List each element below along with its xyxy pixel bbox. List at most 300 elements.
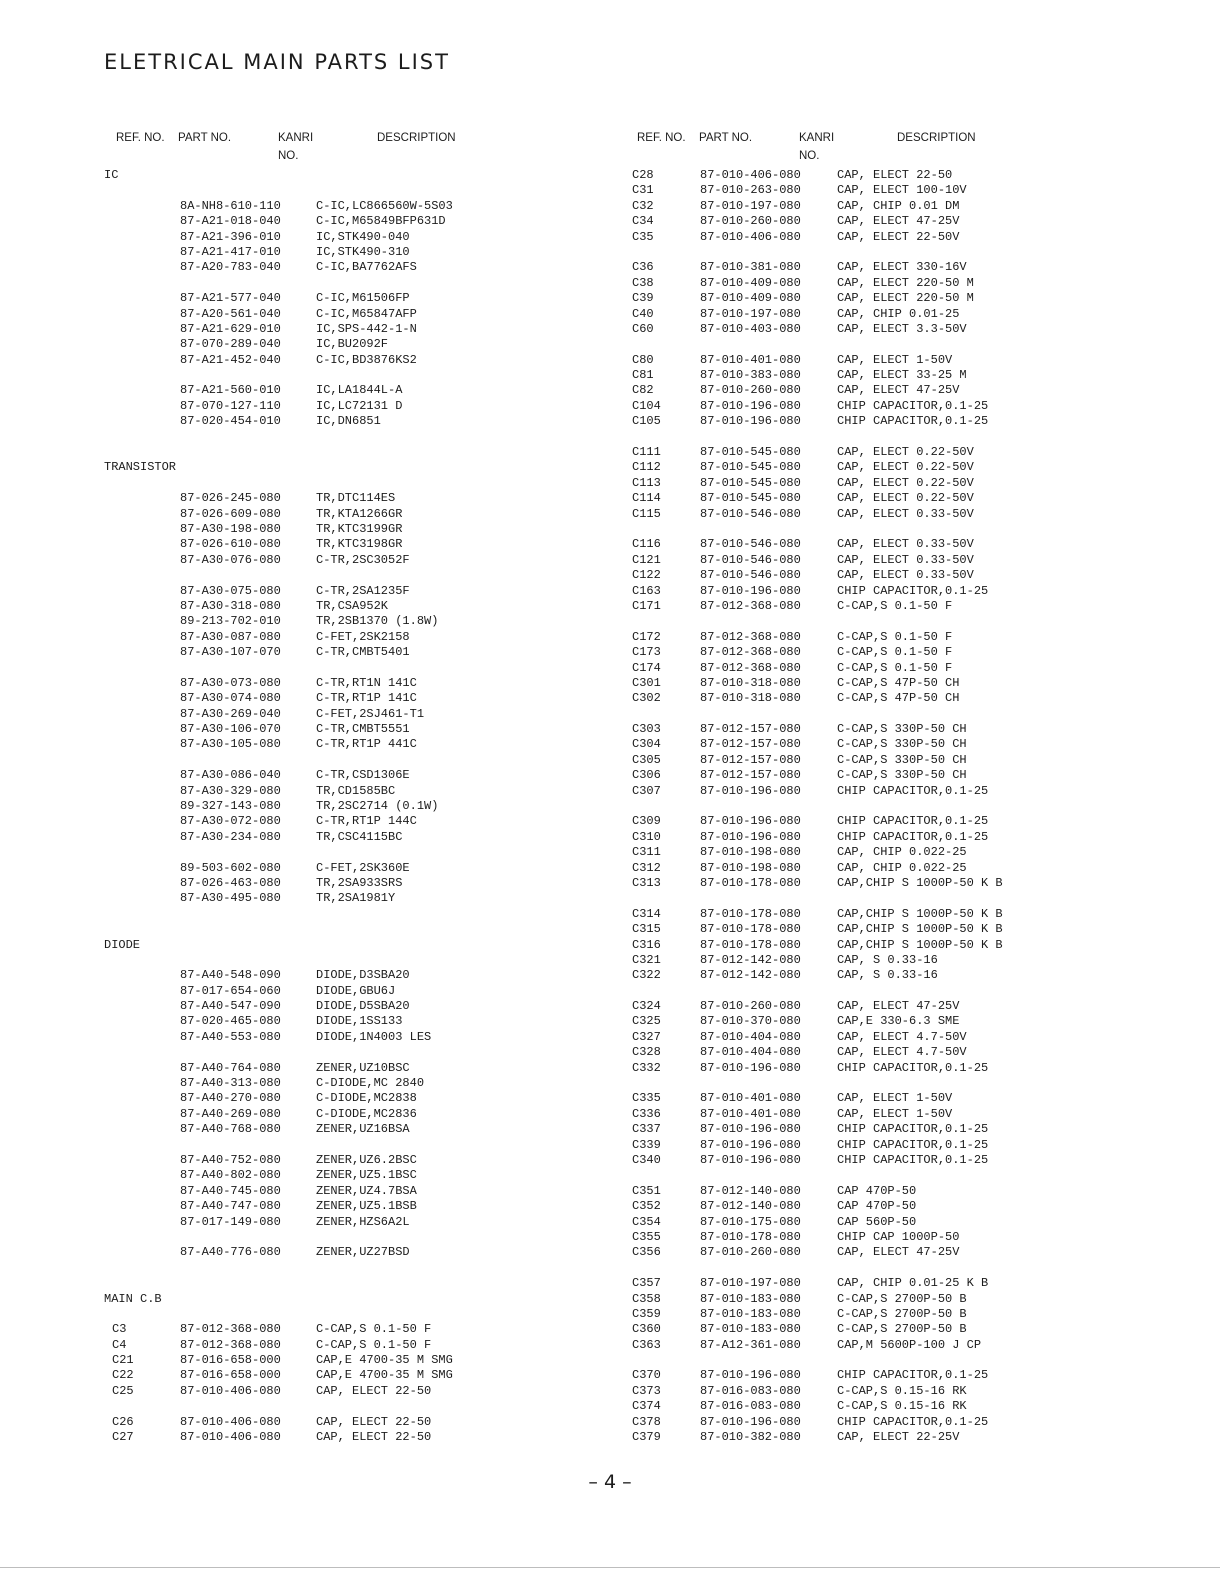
description-cell: CAP, ELECT 4.7-50V xyxy=(837,1029,967,1044)
blank-row xyxy=(632,430,1152,445)
ref-cell: C373 xyxy=(632,1383,661,1398)
part-row xyxy=(632,1338,1152,1353)
blank-row xyxy=(104,1261,624,1276)
ref-cell: C340 xyxy=(632,1153,661,1167)
part-number-cell: 87-A20-561-040 xyxy=(180,306,281,321)
part-number-cell: 87-A30-318-080 xyxy=(180,598,281,613)
description-cell: IC,STK490-310 xyxy=(316,244,410,259)
description-cell: CAP, ELECT 0.22-50V xyxy=(837,475,974,490)
description-cell: C-TR,2SC3052F xyxy=(316,552,410,567)
part-number-cell: 87-010-545-080 xyxy=(700,460,801,475)
part-row xyxy=(104,584,624,599)
part-row xyxy=(632,1307,1152,1322)
description-cell: CAP,E 4700-35 M SMG xyxy=(316,1353,453,1368)
ref-cell: C171 xyxy=(632,598,661,613)
description-cell: C-CAP,S 0.1-50 F xyxy=(316,1337,432,1352)
ref-no-header: REF. NO. xyxy=(116,132,165,144)
description-cell: CAP, CHIP 0.01 DM xyxy=(837,198,960,213)
part-row xyxy=(632,630,1152,645)
description-cell: CAP, ELECT 330-16V xyxy=(837,260,967,275)
part-number-cell: 87-010-183-080 xyxy=(700,1291,801,1306)
part-row xyxy=(632,260,1152,275)
part-row xyxy=(632,1061,1152,1076)
part-number-cell: 87-016-083-080 xyxy=(700,1383,801,1398)
ref-cell: C335 xyxy=(632,1091,661,1106)
part-row xyxy=(104,230,624,245)
description-cell: C-TR,2SA1235F xyxy=(316,583,410,598)
part-number-cell: 87-010-178-080 xyxy=(700,937,801,952)
description-cell: CAP, ELECT 0.22-50V xyxy=(837,491,974,506)
ref-cell: C60 xyxy=(632,321,654,336)
section-heading xyxy=(104,460,624,475)
ref-cell: C356 xyxy=(632,1245,661,1260)
part-row xyxy=(632,1107,1152,1122)
description-cell: CAP, CHIP 0.01-25 K B xyxy=(837,1276,989,1291)
blank-row xyxy=(632,1261,1152,1276)
part-row xyxy=(632,645,1152,660)
description-cell: C-CAP,S 2700P-50 B xyxy=(837,1322,967,1337)
part-number-cell: 87-010-178-080 xyxy=(700,906,801,921)
part-number-cell: 87-012-142-080 xyxy=(700,968,801,983)
part-number-cell: 87-A40-313-080 xyxy=(180,1076,281,1091)
column-header xyxy=(632,130,1152,168)
part-row xyxy=(104,599,624,614)
part-number-cell: 87-010-406-080 xyxy=(180,1414,281,1429)
kanri-no-header: NO. xyxy=(278,150,299,162)
ref-cell: C113 xyxy=(632,475,661,490)
part-row xyxy=(104,1353,624,1368)
description-cell: CAP 470P-50 xyxy=(837,1199,917,1214)
part-row xyxy=(632,1399,1152,1414)
kanri-no-header: NO. xyxy=(799,150,820,162)
description-cell: C-IC,M65849BFP631D xyxy=(316,214,446,229)
part-row xyxy=(632,599,1152,614)
ref-cell: C302 xyxy=(632,691,661,706)
part-row xyxy=(632,199,1152,214)
part-row xyxy=(104,522,624,537)
part-number-cell: 87-010-545-080 xyxy=(700,475,801,490)
part-number-cell: 87-010-183-080 xyxy=(700,1306,801,1321)
blank-row xyxy=(632,984,1152,999)
part-number-cell: 87-070-127-110 xyxy=(180,398,281,413)
ref-cell: C314 xyxy=(632,906,661,921)
part-number-cell: 87-010-546-080 xyxy=(700,506,801,521)
description-cell: C-IC,LC866560W-5S03 xyxy=(316,198,453,213)
part-no-header: PART NO. xyxy=(699,132,753,144)
description-cell: TR,2SA1981Y xyxy=(316,891,396,906)
ref-cell: C325 xyxy=(632,1014,661,1029)
description-cell: CHIP CAPACITOR,0.1-25 xyxy=(837,398,989,413)
part-row xyxy=(104,984,624,999)
part-row xyxy=(632,1091,1152,1106)
part-row xyxy=(104,260,624,275)
part-row xyxy=(104,1338,624,1353)
part-row xyxy=(632,230,1152,245)
description-cell: DIODE,1N4003 LES xyxy=(316,1029,432,1044)
part-number-cell: 87-A40-802-080 xyxy=(180,1168,281,1183)
part-number-cell: 87-A40-747-080 xyxy=(180,1199,281,1214)
part-number-cell: 87-A40-745-080 xyxy=(180,1183,281,1198)
description-cell: CHIP CAPACITOR,0.1-25 xyxy=(837,583,989,598)
part-row xyxy=(632,168,1152,183)
bottom-rule xyxy=(0,1567,1220,1568)
part-row xyxy=(104,968,624,983)
part-row xyxy=(104,1245,624,1260)
part-row xyxy=(632,737,1152,752)
part-number-cell: 87-070-289-040 xyxy=(180,337,281,352)
description-cell: CAP, ELECT 22-25V xyxy=(837,1430,960,1445)
part-row xyxy=(632,445,1152,460)
part-number-cell: 87-020-454-010 xyxy=(180,414,281,429)
kanri-header: KANRI xyxy=(278,132,314,144)
part-row xyxy=(632,753,1152,768)
section-label: TRANSISTOR xyxy=(104,460,177,475)
part-number-cell: 89-327-143-080 xyxy=(180,799,281,814)
part-number-cell: 87-A30-107-070 xyxy=(180,645,281,660)
ref-cell: C122 xyxy=(632,568,661,583)
part-row xyxy=(104,337,624,352)
description-cell: CAP, ELECT 1-50V xyxy=(837,352,953,367)
part-number-cell: 87-A40-269-080 xyxy=(180,1106,281,1121)
part-row xyxy=(104,830,624,845)
description-cell: ZENER,UZ16BSA xyxy=(316,1122,410,1137)
ref-cell: C336 xyxy=(632,1106,661,1121)
description-cell: CAP, ELECT 0.33-50V xyxy=(837,568,974,583)
description-cell: CAP, CHIP 0.022-25 xyxy=(837,860,967,875)
blank-row xyxy=(104,430,624,445)
description-cell: CAP 560P-50 xyxy=(837,1214,917,1229)
part-number-cell: 87-A40-764-080 xyxy=(180,1060,281,1075)
part-row xyxy=(104,707,624,722)
description-cell: CHIP CAPACITOR,0.1-25 xyxy=(837,1368,989,1383)
part-row xyxy=(104,799,624,814)
ref-cell: C39 xyxy=(632,291,654,306)
blank-row xyxy=(104,907,624,922)
part-row xyxy=(632,1245,1152,1260)
description-cell: IC,DN6851 xyxy=(316,414,381,429)
part-row xyxy=(104,399,624,414)
ref-cell: C38 xyxy=(632,275,654,290)
part-row xyxy=(632,1153,1152,1168)
description-cell: IC,STK490-040 xyxy=(316,229,410,244)
part-row xyxy=(104,322,624,337)
part-number-cell: 87-010-198-080 xyxy=(700,860,801,875)
ref-cell: C80 xyxy=(632,352,654,367)
part-row xyxy=(104,1107,624,1122)
ref-cell: C173 xyxy=(632,645,661,660)
part-number-cell: 89-213-702-010 xyxy=(180,614,281,629)
part-number-cell: 87-A30-086-040 xyxy=(180,768,281,783)
section-label: MAIN C.B xyxy=(104,1291,162,1306)
description-cell: TR,2SC2714 (0.1W) xyxy=(316,799,439,814)
ref-cell: C104 xyxy=(632,398,661,413)
part-number-cell: 87-012-368-080 xyxy=(700,629,801,644)
blank-row xyxy=(632,337,1152,352)
blank-row xyxy=(632,1353,1152,1368)
ref-cell: C111 xyxy=(632,445,661,460)
part-row xyxy=(632,1014,1152,1029)
blank-row xyxy=(632,1076,1152,1091)
part-row xyxy=(104,861,624,876)
part-no-header: PART NO. xyxy=(178,132,232,144)
part-row xyxy=(632,1430,1152,1445)
description-cell: C-CAP,S 0.1-50 F xyxy=(837,598,953,613)
ref-cell: C4 xyxy=(112,1337,127,1352)
blank-row xyxy=(104,276,624,291)
ref-cell: C374 xyxy=(632,1399,661,1414)
description-cell: CAP, ELECT 0.33-50V xyxy=(837,537,974,552)
ref-cell: C357 xyxy=(632,1276,661,1291)
part-row xyxy=(632,537,1152,552)
part-row xyxy=(104,491,624,506)
description-cell: TR,CSA952K xyxy=(316,598,389,613)
part-row xyxy=(104,537,624,552)
part-row xyxy=(632,845,1152,860)
blank-row xyxy=(632,891,1152,906)
part-number-cell: 87-012-142-080 xyxy=(700,952,801,967)
description-header: DESCRIPTION xyxy=(377,132,456,144)
ref-cell: C303 xyxy=(632,722,661,737)
part-number-cell: 87-010-260-080 xyxy=(700,999,801,1014)
part-number-cell: 87-010-260-080 xyxy=(700,1245,801,1260)
part-number-cell: 87-010-175-080 xyxy=(700,1214,801,1229)
part-number-cell: 87-A21-629-010 xyxy=(180,321,281,336)
part-row xyxy=(104,1215,624,1230)
part-number-cell: 87-026-610-080 xyxy=(180,537,281,552)
part-row xyxy=(632,399,1152,414)
ref-cell: C31 xyxy=(632,183,654,198)
description-cell: TR,DTC114ES xyxy=(316,491,396,506)
description-cell: C-CAP,S 330P-50 CH xyxy=(837,737,967,752)
description-cell: IC,LC72131 D xyxy=(316,398,403,413)
part-number-cell: 87-010-370-080 xyxy=(700,1014,801,1029)
part-number-cell: 87-010-406-080 xyxy=(700,229,801,244)
description-cell: CAP,E 330-6.3 SME xyxy=(837,1014,960,1029)
part-row xyxy=(104,1061,624,1076)
description-cell: C-FET,2SK360E xyxy=(316,860,410,875)
part-number-cell: 87-012-157-080 xyxy=(700,722,801,737)
ref-cell: C327 xyxy=(632,1029,661,1044)
description-cell: CHIP CAPACITOR,0.1-25 xyxy=(837,783,989,798)
description-cell: IC,BU2092F xyxy=(316,337,389,352)
ref-cell: C315 xyxy=(632,922,661,937)
blank-row xyxy=(104,953,624,968)
part-row xyxy=(104,1030,624,1045)
part-row xyxy=(104,1384,624,1399)
part-row xyxy=(632,861,1152,876)
part-row xyxy=(104,676,624,691)
part-number-cell: 87-A20-783-040 xyxy=(180,260,281,275)
description-cell: C-CAP,S 0.15-16 RK xyxy=(837,1383,967,1398)
part-number-cell: 87-010-401-080 xyxy=(700,1106,801,1121)
ref-cell: C22 xyxy=(112,1368,134,1383)
part-number-cell: 8A-NH8-610-110 xyxy=(180,198,281,213)
description-cell: CAP, ELECT 0.33-50V xyxy=(837,552,974,567)
ref-cell: C351 xyxy=(632,1183,661,1198)
kanri-header: KANRI xyxy=(799,132,835,144)
description-cell: TR,KTC3199GR xyxy=(316,521,403,536)
part-row xyxy=(104,414,624,429)
section-heading xyxy=(104,168,624,183)
description-cell: CAP 470P-50 xyxy=(837,1183,917,1198)
description-cell: CHIP CAPACITOR,0.1-25 xyxy=(837,829,989,844)
part-number-cell: 87-010-318-080 xyxy=(700,675,801,690)
blank-row xyxy=(104,1230,624,1245)
ref-cell: C40 xyxy=(632,306,654,321)
part-row xyxy=(632,491,1152,506)
part-number-cell: 87-010-198-080 xyxy=(700,845,801,860)
part-number-cell: 87-010-401-080 xyxy=(700,1091,801,1106)
part-row xyxy=(632,1384,1152,1399)
ref-cell: C306 xyxy=(632,768,661,783)
ref-cell: C313 xyxy=(632,875,661,890)
part-row xyxy=(104,722,624,737)
description-cell: ZENER,HZS6A2L xyxy=(316,1214,410,1229)
part-number-cell: 87-A40-776-080 xyxy=(180,1245,281,1260)
description-cell: C-TR,CSD1306E xyxy=(316,768,410,783)
description-cell: CAP, ELECT 3.3-50V xyxy=(837,321,967,336)
part-number-cell: 87-010-196-080 xyxy=(700,1060,801,1075)
description-cell: C-IC,BD3876KS2 xyxy=(316,352,417,367)
part-row xyxy=(104,1014,624,1029)
part-row xyxy=(104,1430,624,1445)
part-number-cell: 87-012-368-080 xyxy=(700,645,801,660)
description-cell: TR,2SB1370 (1.8W) xyxy=(316,614,439,629)
ref-cell: C322 xyxy=(632,968,661,983)
part-number-cell: 87-010-546-080 xyxy=(700,568,801,583)
part-row xyxy=(632,476,1152,491)
part-number-cell: 87-010-197-080 xyxy=(700,198,801,213)
part-row xyxy=(632,460,1152,475)
description-cell: CAP,E 4700-35 M SMG xyxy=(316,1368,453,1383)
section-heading xyxy=(104,1292,624,1307)
section-label: IC xyxy=(104,168,119,182)
part-number-cell: 87-A40-270-080 xyxy=(180,1091,281,1106)
description-cell: C-IC,M61506FP xyxy=(316,291,410,306)
part-row xyxy=(104,876,624,891)
blank-row xyxy=(104,845,624,860)
part-number-cell: 87-010-196-080 xyxy=(700,414,801,429)
ref-cell: C174 xyxy=(632,660,661,675)
part-row xyxy=(104,245,624,260)
part-number-cell: 87-A30-495-080 xyxy=(180,891,281,906)
part-row xyxy=(632,291,1152,306)
part-row xyxy=(632,1045,1152,1060)
part-number-cell: 87-010-196-080 xyxy=(700,783,801,798)
part-number-cell: 87-020-465-080 xyxy=(180,1014,281,1029)
part-number-cell: 87-A30-106-070 xyxy=(180,722,281,737)
part-row xyxy=(632,1030,1152,1045)
ref-cell: C311 xyxy=(632,845,661,860)
part-number-cell: 87-010-197-080 xyxy=(700,306,801,321)
description-cell: CAP, ELECT 47-25V xyxy=(837,999,960,1014)
description-cell: C-CAP,S 0.1-50 F xyxy=(837,645,953,660)
description-cell: CAP, S 0.33-16 xyxy=(837,968,938,983)
part-number-cell: 87-010-546-080 xyxy=(700,552,801,567)
part-row xyxy=(104,814,624,829)
description-cell: ZENER,UZ27BSD xyxy=(316,1245,410,1260)
description-cell: CHIP CAPACITOR,0.1-25 xyxy=(837,1060,989,1075)
part-row xyxy=(632,276,1152,291)
part-row xyxy=(632,661,1152,676)
part-row xyxy=(632,876,1152,891)
description-cell: TR,KTC3198GR xyxy=(316,537,403,552)
ref-cell: C378 xyxy=(632,1414,661,1429)
description-cell: CAP,CHIP S 1000P-50 K B xyxy=(837,875,1003,890)
part-row xyxy=(104,691,624,706)
blank-row xyxy=(104,661,624,676)
blank-row xyxy=(104,1399,624,1414)
ref-cell: C27 xyxy=(112,1430,134,1445)
part-row xyxy=(104,891,624,906)
part-number-cell: 87-010-403-080 xyxy=(700,321,801,336)
part-row xyxy=(104,1184,624,1199)
description-cell: CHIP CAPACITOR,0.1-25 xyxy=(837,1122,989,1137)
part-number-cell: 87-A21-417-010 xyxy=(180,244,281,259)
part-number-cell: 87-010-196-080 xyxy=(700,1414,801,1429)
description-cell: C-CAP,S 0.1-50 F xyxy=(316,1322,432,1337)
part-number-cell: 87-010-196-080 xyxy=(700,1122,801,1137)
part-row xyxy=(632,383,1152,398)
part-number-cell: 87-A30-076-080 xyxy=(180,552,281,567)
ref-cell: C360 xyxy=(632,1322,661,1337)
part-row xyxy=(632,1368,1152,1383)
part-number-cell: 87-A21-018-040 xyxy=(180,214,281,229)
description-cell: C-TR,RT1P 141C xyxy=(316,691,417,706)
ref-cell: C163 xyxy=(632,583,661,598)
part-number-cell: 87-012-157-080 xyxy=(700,737,801,752)
ref-cell: C316 xyxy=(632,937,661,952)
ref-cell: C324 xyxy=(632,999,661,1014)
part-number-cell: 87-A30-105-080 xyxy=(180,737,281,752)
part-row xyxy=(632,307,1152,322)
part-number-cell: 87-A30-329-080 xyxy=(180,783,281,798)
description-cell: CHIP CAPACITOR,0.1-25 xyxy=(837,1153,989,1167)
part-number-cell: 87-010-196-080 xyxy=(700,583,801,598)
part-row xyxy=(104,1122,624,1137)
description-cell: CAP, ELECT 22-50 xyxy=(837,168,953,182)
part-number-cell: 87-010-382-080 xyxy=(700,1430,801,1445)
description-cell: CAP, ELECT 220-50 M xyxy=(837,275,974,290)
part-number-cell: 87-016-658-000 xyxy=(180,1353,281,1368)
part-row xyxy=(632,999,1152,1014)
ref-cell: C328 xyxy=(632,1045,661,1060)
description-cell: TR,CSC4115BC xyxy=(316,829,403,844)
ref-cell: C301 xyxy=(632,675,661,690)
blank-row xyxy=(104,476,624,491)
ref-no-header: REF. NO. xyxy=(637,132,686,144)
part-number-cell: 87-012-140-080 xyxy=(700,1199,801,1214)
description-cell: C-CAP,S 0.15-16 RK xyxy=(837,1399,967,1414)
section-heading xyxy=(104,938,624,953)
part-row xyxy=(632,1199,1152,1214)
part-row xyxy=(632,938,1152,953)
ref-cell: C28 xyxy=(632,168,654,182)
description-cell: C-TR,CMBT5401 xyxy=(316,645,410,660)
part-number-cell: 87-017-149-080 xyxy=(180,1214,281,1229)
part-row xyxy=(632,507,1152,522)
ref-cell: C307 xyxy=(632,783,661,798)
description-cell: C-FET,2SJ461-T1 xyxy=(316,706,425,721)
description-cell: CAP, ELECT 0.33-50V xyxy=(837,506,974,521)
description-cell: CHIP CAPACITOR,0.1-25 xyxy=(837,814,989,829)
part-row xyxy=(104,553,624,568)
part-row xyxy=(104,645,624,660)
ref-cell: C115 xyxy=(632,506,661,521)
ref-cell: C26 xyxy=(112,1414,134,1429)
description-cell: C-DIODE,MC2838 xyxy=(316,1091,417,1106)
part-row xyxy=(632,353,1152,368)
